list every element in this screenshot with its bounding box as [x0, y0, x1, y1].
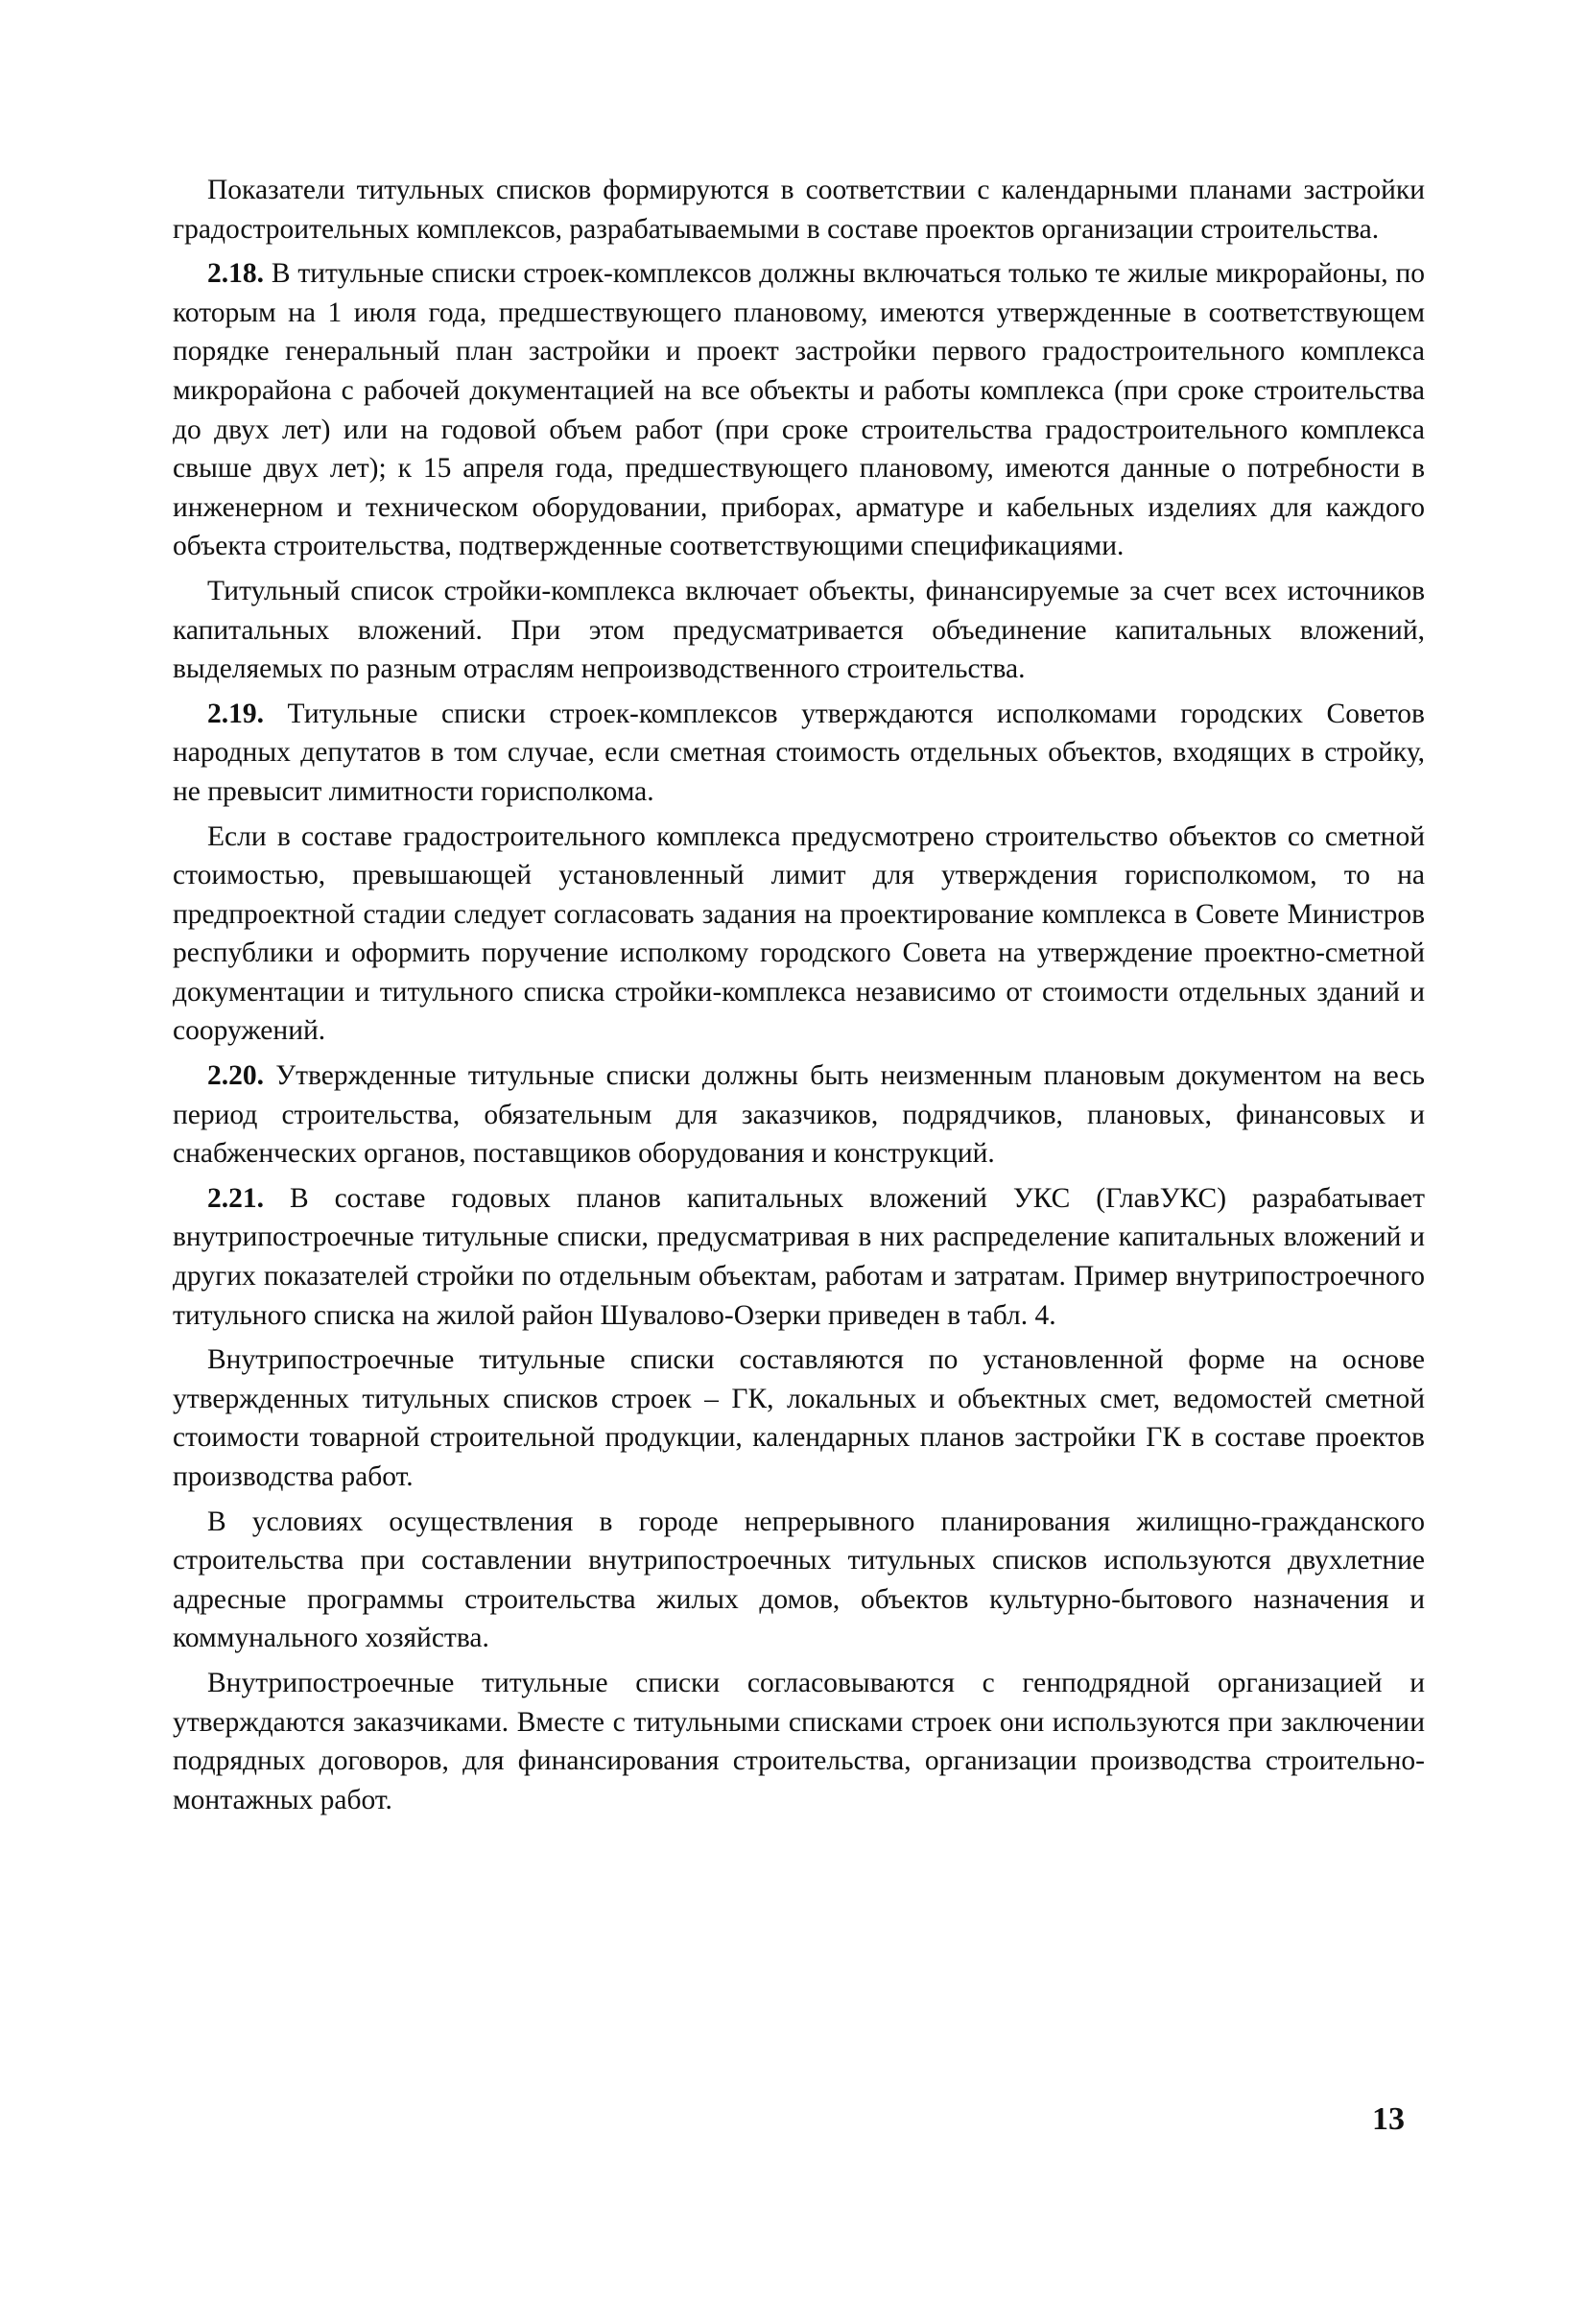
paragraph-1-text: Показатели титульных списков формируются в соответствии с календарными планами застройки градостроительных комплексов, разрабатываемыми в составе проектов организации строительства.	[173, 175, 1425, 245]
paragraph-3-text: Титульный список стройки-комплекса включает объекты, финансируемые за счет всех источников капитальных вложений. При этом предусматривается объединение капитальных вложений, выделяемых по разным отраслям непроизводственного строительства.	[173, 575, 1425, 685]
document-body	[173, 171, 1425, 1825]
paragraph-3	[173, 572, 1425, 689]
paragraph-2-19-text: Титульные списки строек-комплексов утверждаются исполкомами городских Советов народных депутатов в том случае, если сметная стоимость отдельных объектов, входящих в стройку, не превысит лимитности горисполкома.	[173, 698, 1425, 807]
page-number: 13	[1372, 2101, 1405, 2137]
section-number-2-20: 2.20.	[207, 1060, 264, 1092]
paragraph-5	[173, 818, 1425, 1052]
section-number-2-19: 2.19.	[207, 698, 264, 729]
paragraph-9	[173, 1503, 1425, 1658]
paragraph-2-21	[173, 1179, 1425, 1335]
paragraph-5-text: Если в составе градостроительного комплекса предусмотрено строительство объектов со сметной стоимостью, превышающей установленный лимит для утверждения горисполкомом, то на предпроектной стадии следует согласовать задания на проектирование комплекса в Совете Министров республики и оформить поручение исполкому городского Совета на утверждение проектно-сметной документации и титульного списка стройки-комплекса независимо от стоимости отдельных зданий и сооружений.	[173, 820, 1425, 1047]
paragraph-10	[173, 1664, 1425, 1819]
paragraph-1	[173, 171, 1425, 249]
paragraph-2-18-text: В титульные списки строек-комплексов должны включаться только те жилые микрорайоны, по которым на 1 июля года, предшествующего плановому, имеются утвержденные в соответствующем порядке генеральный план застройки и проект застройки первого градостроительного комплекса микрорайона с рабочей документацией на все объекты и работы комплекса (при сроке строительства до двух лет) или на годовой объем работ (при сроке строительства градостроительного комплекса свыше двух лет); к 15 апреля года, предшествующего плановому, имеются данные о потребности в инженерном и техническом оборудовании, приборах, арматуре и кабельных изделиях для каждого объекта строительства, подтвержденные соответствующими спецификациями.	[173, 258, 1425, 562]
paragraph-2-19	[173, 695, 1425, 812]
paragraph-8	[173, 1340, 1425, 1496]
paragraph-9-text: В условиях осуществления в городе непрерывного планирования жилищно-гражданского строительства при составлении внутрипостроечных титульных списков используются двухлетние адресные программы строительства жилых домов, объектов культурно-бытового назначения и коммунального хозяйства.	[173, 1506, 1425, 1654]
paragraph-2-18	[173, 254, 1425, 566]
section-number-2-21: 2.21.	[207, 1182, 264, 1214]
paragraph-2-20-text: Утвержденные титульные списки должны быть неизменным плановым документом на весь период строительства, обязательным для заказчиков, подрядчиков, плановых, финансовых и снабженческих органов, поставщиков оборудования и конструкций.	[173, 1060, 1425, 1170]
paragraph-2-21-text: В составе годовых планов капитальных вложений УКС (ГлавУКС) разрабатывает внутрипостроечные титульные списки, предусматривая в них распределение капитальных вложений и других показателей стройки по отдельным объектам, работам и затратам. Пример внутрипостроечного титульного списка на жилой район Шувалово-Озерки приведен в табл. 4.	[173, 1182, 1425, 1331]
paragraph-2-20	[173, 1056, 1425, 1174]
paragraph-8-text: Внутрипостроечные титульные списки составляются по установленной форме на основе утвержденных титульных списков строек – ГК, локальных и объектных смет, ведомостей сметной стоимости товарной строительной продукции, календарных планов застройки ГК в составе проектов производства работ.	[173, 1344, 1425, 1492]
paragraph-10-text: Внутрипостроечные титульные списки согласовываются с генподрядной организацией и утверждаются заказчиками. Вместе с титульными списками строек они используются при заключении подрядных договоров, для финансирования строительства, организации производства строительно-монтажных работ.	[173, 1667, 1425, 1815]
section-number-2-18: 2.18.	[207, 258, 264, 290]
